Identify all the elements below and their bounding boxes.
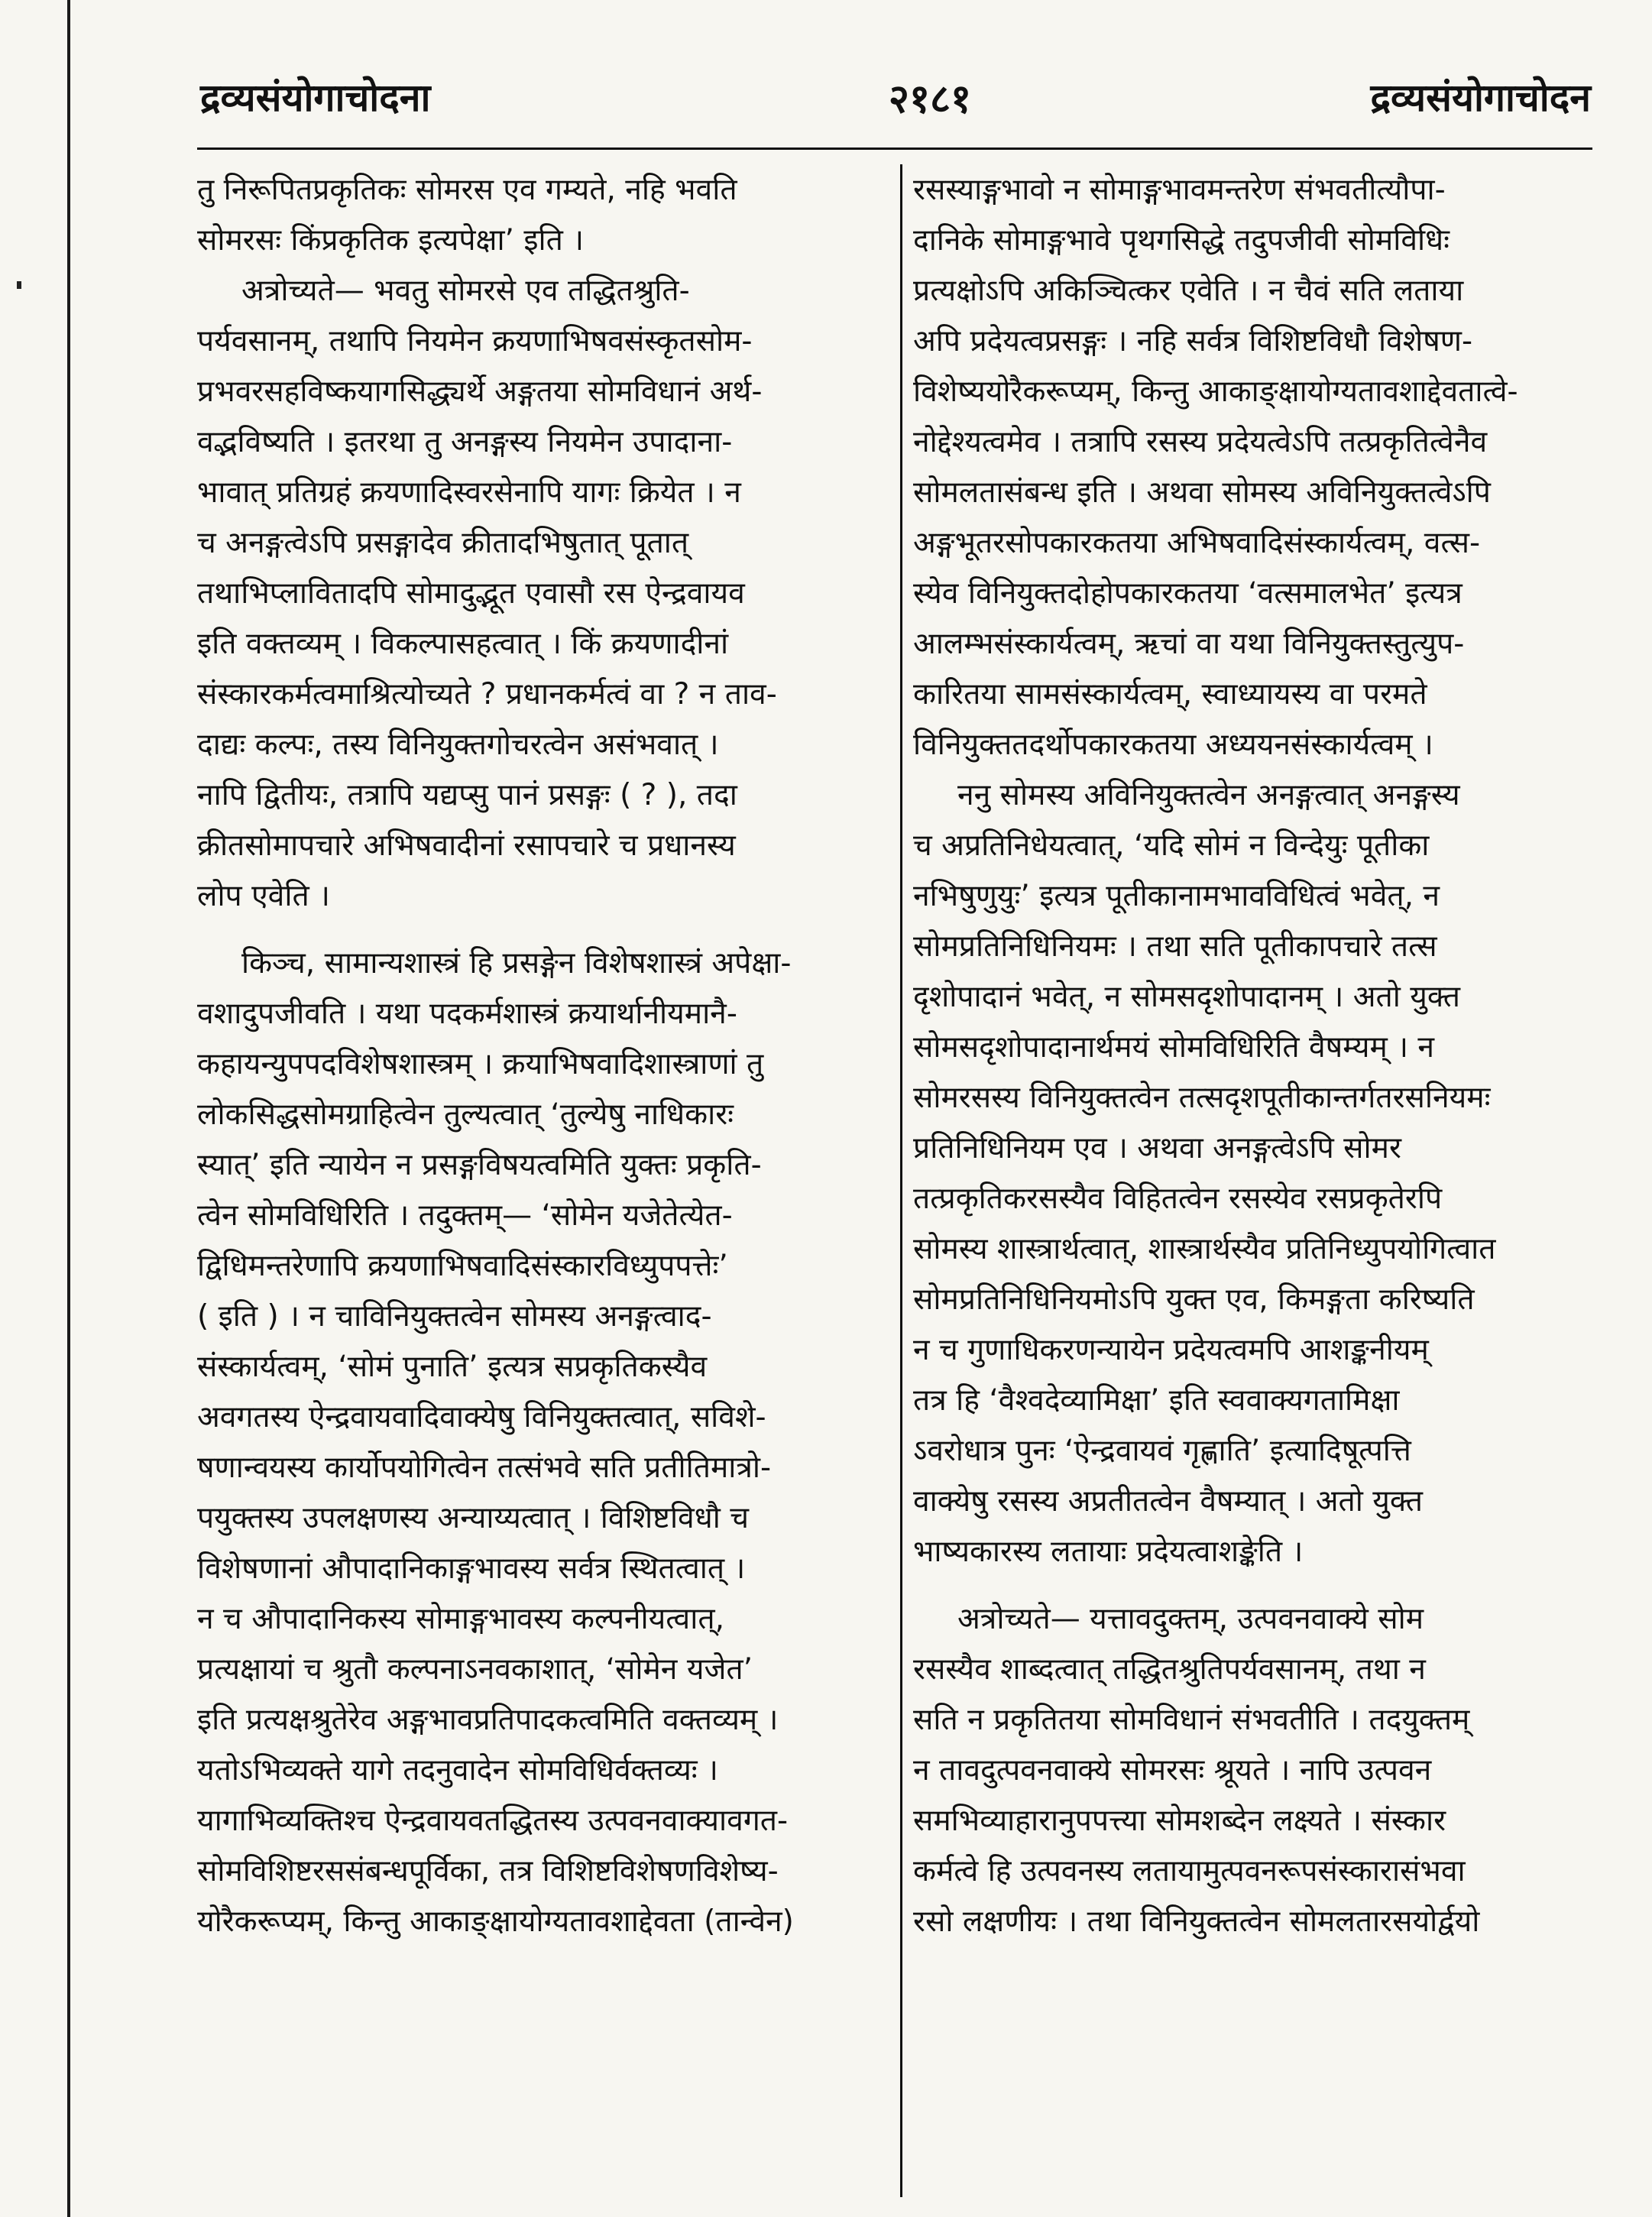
left-margin-rule	[67, 0, 70, 2217]
left-column	[197, 165, 885, 1947]
text-line: कारितया सामसंस्कार्यत्वम्, स्वाध्यायस्य वा परमते	[913, 677, 1427, 711]
text-line: स्येव विनियुक्तदोहोपकारकतया ‘वत्समालभेत’ इत्यत्र	[913, 576, 1463, 611]
text-line: लोप एवेति ।	[197, 879, 330, 913]
text-line: कहायन्युपपदविशेषशास्त्रम् । क्रयाभिषवादिशास्त्राणां तु	[197, 1047, 764, 1081]
text-line: इति प्रत्यक्षश्रुतेरेव अङ्गभावप्रतिपादकत्वमिति वक्तव्यम् ।	[197, 1703, 779, 1737]
margin-speck	[17, 281, 21, 289]
text-line: वशादुपजीवति । यथा पदकर्मशास्त्रं क्रयार्थानीयमानै-	[197, 997, 737, 1031]
text-line: न च गुणाधिकरणन्यायेन प्रदेयत्वमपि आशङ्कनीयम्	[913, 1333, 1429, 1367]
text-line: तु निरूपितप्रकृतिकः सोमरस एव गम्यते, नहि भवति	[197, 173, 737, 207]
text-line: सोमविशिष्टरससंबन्धपूर्विका, तत्र विशिष्टविशेषणविशेष्य-	[197, 1854, 779, 1888]
text-line: दृशोपादानं भवेत्, न सोमसदृशोपादानम् । अतो युक्त	[913, 980, 1460, 1014]
text-line: संस्कार्यत्वम्, ‘सोमं पुनाति’ इत्यत्र सप्रकृतिकस्यैव	[197, 1350, 708, 1384]
text-line: भाष्यकारस्य लतायाः प्रदेयत्वाशङ्केति ।	[913, 1535, 1304, 1569]
text-line: रसस्याङ्गभावो न सोमाङ्गभावमन्तरेण संभवतीत्यौपा-	[913, 173, 1446, 207]
text-line: च अप्रतिनिधेयत्वात्, ‘यदि सोमं न विन्देयुः पूतीका	[913, 828, 1430, 863]
text-line: दाद्यः कल्पः, तस्य विनियुक्तगोचरत्वेन असंभवात् ।	[197, 728, 719, 762]
text-line: प्रत्यक्षायां च श्रुतौ कल्पनाऽनवकाशात्, ‘सोमेन यजेत’	[197, 1652, 753, 1687]
text-line: त्वेन सोमविधिरिति । तदुक्तम्— ‘सोमेन यजेतेत्येत-	[197, 1198, 733, 1233]
text-line: सोमलतासंबन्ध इति । अथवा सोमस्य अविनियुक्तत्वेऽपि	[913, 475, 1491, 510]
text-line: अवगतस्य ऐन्द्रवायवादिवाक्येषु विनियुक्तत्वात्, सविशे-	[197, 1400, 766, 1434]
text-line: भावात् प्रतिग्रहं क्रयणादिस्वरसेनापि यागः क्रियेत । न	[197, 475, 741, 510]
text-line: तत्प्रकृतिकरसस्यैव विहितत्वेन रसस्येव रसप्रकृतेरपि	[913, 1181, 1443, 1216]
text-line: क्रीतसोमापचारे अभिषवादीनां रसापचारे च प्रधानस्य	[197, 828, 736, 863]
text-line: सति न प्रकृतितया सोमविधानं संभवतीति । तदयुक्तम्	[913, 1703, 1470, 1737]
text-line: रसस्यैव शाब्दत्वात् तद्धितश्रुतिपर्यवसानम्, तथा न	[913, 1652, 1426, 1687]
text-line: विनियुक्ततदर्थोपकारकतया अध्ययनसंस्कार्यत्वम् ।	[913, 728, 1433, 762]
running-title-left: द्रव्यसंयोगाचोदना	[200, 76, 431, 120]
text-line: पयुक्तस्य उपलक्षणस्य अन्याय्यत्वात् । विशिष्टविधौ च	[197, 1501, 749, 1535]
text-line: ननु सोमस्य अविनियुक्तत्वेन अनङ्गत्वात् अनङ्गस्य	[957, 778, 1460, 812]
text-line: सोमस्य शास्त्रार्थत्वात्, शास्त्रार्थस्यैव प्रतिनिध्युपयोगित्वात	[913, 1232, 1496, 1266]
text-line: सोमप्रतिनिधिनियमः । तथा सति पूतीकापचारे तत्स	[913, 929, 1437, 964]
text-line: न च औपादानिकस्य सोमाङ्गभावस्य कल्पनीयत्वात्,	[197, 1602, 724, 1636]
text-line: अङ्गभूतरसोपकारकतया अभिषवादिसंस्कार्यत्वम्, वत्स-	[913, 526, 1481, 560]
text-line: वाक्येषु रसस्य अप्रतीतत्वेन वैषम्यात् । अतो युक्त	[913, 1484, 1424, 1519]
text-line: योरैकरूप्यम्, किन्तु आकाङ्क्षायोग्यतावशाद्देवता (तान्वेन)	[197, 1904, 794, 1939]
text-line: तथाभिप्लावितादपि सोमादुद्भूत एवासौ रस ऐन्द्रवायव	[197, 576, 745, 611]
text-line: न तावदुत्पवनवाक्ये सोमरसः श्रूयते । नापि उत्पवन	[913, 1753, 1432, 1788]
text-line: विशेषणानां औपादानिकाङ्गभावस्य सर्वत्र स्थितत्वात् ।	[197, 1551, 746, 1586]
text-line: रसो लक्षणीयः । तथा विनियुक्तत्वेन सोमलतारसयोर्द्वयो	[913, 1904, 1480, 1939]
text-line: सोमरसस्य विनियुक्तत्वेन तत्सदृशपूतीकान्तर्गतरसनियमः	[913, 1081, 1491, 1115]
text-line: सोमप्रतिनिधिनियमोऽपि युक्त एव, किमङ्गता करिष्यति	[913, 1282, 1475, 1317]
text-line: अत्रोच्यते— भवतु सोमरसे एव तद्धितश्रुति-	[241, 274, 690, 308]
text-line: च अनङ्गत्वेऽपि प्रसङ्गादेव क्रीतादभिषुतात् पूतात्	[197, 526, 689, 560]
text-line: ऽवरोधात्र पुनः ‘ऐन्द्रवायवं गृह्णाति’ इत्यादिषूत्पत्ति	[913, 1434, 1411, 1468]
text-line: इति वक्तव्यम् । विकल्पासहत्वात् । किं क्रयणादीनां	[197, 627, 729, 661]
running-title-right: द्रव्यसंयोगाचोदन	[1370, 76, 1591, 120]
text-line: वद्भविष्यति । इतरथा तु अनङ्गस्य नियमेन उपादाना-	[197, 425, 733, 459]
right-column	[913, 165, 1598, 1947]
text-line: पर्यवसानम्, तथापि नियमेन क्रयणाभिषवसंस्कृतसोम-	[197, 324, 753, 358]
text-line: षणान्वयस्य कार्योपयोगित्वेन तत्संभवे सति प्रतीतिमात्रो-	[197, 1450, 772, 1485]
text-line: तत्र हि ‘वैश्वदेव्यामिक्षा’ इति स्ववाक्यगतामिक्षा	[913, 1383, 1400, 1418]
text-line: विशेष्ययोरैकरूप्यम्, किन्तु आकाङ्क्षायोग्यतावशाद्देवतात्वे-	[913, 374, 1518, 409]
text-line: प्रत्यक्षोऽपि अकिञ्चित्कर एवेति । न चैवं सति लताया	[913, 274, 1464, 308]
text-line: अत्रोच्यते— यत्तावदुक्तम्, उत्पवनवाक्ये सोम	[957, 1602, 1424, 1636]
page-header	[200, 70, 1591, 131]
text-line: सोमसदृशोपादानार्थमयं सोमविधिरिति वैषम्यम् । न	[913, 1030, 1435, 1065]
text-line: समभिव्याहारानुपपत्त्या सोमशब्देन लक्ष्यते । संस्कार	[913, 1804, 1446, 1838]
text-line: प्रभवरसहविष्कयागसिद्ध्यर्थे अङ्गतया सोमविधानं अर्थ-	[197, 374, 763, 409]
text-line: द्विधिमन्तरेणापि क्रयणाभिषवादिसंस्कारविध्युपपत्तेः’	[197, 1249, 728, 1283]
text-line: लोकसिद्धसोमग्राहित्वेन तुल्यत्वात् ‘तुल्येषु नाधिकारः	[197, 1097, 734, 1132]
text-line: संस्कारकर्मत्वमाश्रित्योच्यते ? प्रधानकर्मत्वं वा ? न ताव-	[197, 677, 777, 711]
text-line: स्यात्’ इति न्यायेन न प्रसङ्गविषयत्वमिति युक्तः प्रकृति-	[197, 1148, 762, 1182]
text-line: नोद्देश्यत्वमेव । तत्रापि रसस्य प्रदेयत्वेऽपि तत्प्रकृतित्वेनैव	[913, 425, 1488, 459]
text-line: किञ्च, सामान्यशास्त्रं हि प्रसङ्गेन विशेषशास्त्रं अपेक्षा-	[241, 946, 792, 980]
text-line: यागाभिव्यक्तिश्च ऐन्द्रवायवतद्धितस्य उत्पवनवाक्यावगत-	[197, 1804, 789, 1838]
text-line: दानिके सोमाङ्गभावे पृथगसिद्धे तदुपजीवी सोमविधिः	[913, 223, 1450, 258]
text-line: आलम्भसंस्कार्यत्वम्, ऋचां वा यथा विनियुक्तस्तुत्युप-	[913, 627, 1465, 661]
text-line: कर्मत्वे हि उत्पवनस्य लतायामुत्पवनरूपसंस्कारासंभवा	[913, 1854, 1466, 1888]
text-line: सोमरसः किंप्रकृतिक इत्यपेक्षा’ इति ।	[197, 223, 585, 258]
header-rule	[197, 147, 1592, 150]
text-line: ( इति ) । न चाविनियुक्तत्वेन सोमस्य अनङ्गत्वाद-	[197, 1299, 712, 1334]
text-line: यतोऽभिव्यक्ते यागे तदनुवादेन सोमविधिर्वक्तव्यः ।	[197, 1753, 718, 1788]
text-line: प्रतिनिधिनियम एव । अथवा अनङ्गत्वेऽपि सोमर	[913, 1131, 1401, 1165]
page-number: २१८१	[888, 76, 972, 122]
text-line: नभिषुणुयुः’ इत्यत्र पूतीकानामभावविधित्वं भवेत्, न	[913, 879, 1440, 913]
text-line: अपि प्रदेयत्वप्रसङ्गः । नहि सर्वत्र विशिष्टविधौ विशेषण-	[913, 324, 1473, 358]
column-divider	[900, 164, 902, 2197]
text-line: नापि द्वितीयः, तत्रापि यद्यप्सु पानं प्रसङ्गः ( ? ), तदा	[197, 778, 737, 812]
